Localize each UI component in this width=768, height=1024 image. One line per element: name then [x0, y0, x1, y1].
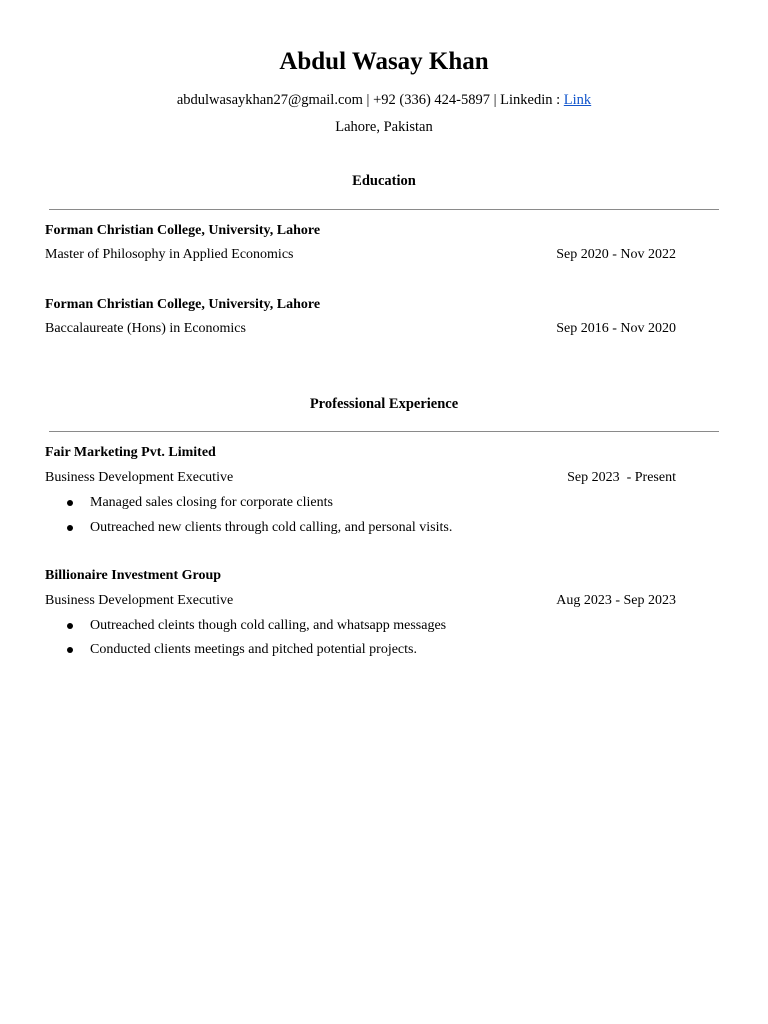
bullet-text: Conducted clients meetings and pitched potential projects. — [90, 642, 417, 657]
education-degree: Baccalaureate (Hons) in Economics — [45, 321, 246, 336]
linkedin-link[interactable]: Link — [563, 92, 592, 108]
bullet-icon — [67, 525, 73, 531]
education-dates: Sep 2016 - Nov 2020 — [556, 321, 676, 336]
education-dates: Sep 2020 - Nov 2022 — [556, 247, 676, 262]
education-institution: Forman Christian College, University, Lahore — [45, 223, 321, 238]
contact-separator: | — [362, 92, 374, 108]
section-divider — [49, 209, 719, 210]
experience-company: Fair Marketing Pvt. Limited — [45, 445, 216, 460]
bullet-text: Managed sales closing for corporate clients — [90, 495, 333, 510]
linkedin-label: Linkedin : — [500, 92, 564, 108]
bullet-text: Outreached cleints though cold calling, and whatsapp messages — [90, 618, 447, 633]
experience-company: Billionaire Investment Group — [45, 568, 222, 583]
section-divider — [49, 431, 719, 432]
bullet-icon — [67, 500, 73, 506]
education-heading: Education — [352, 173, 416, 189]
education-degree: Master of Philosophy in Applied Economics — [45, 247, 294, 262]
bullet-text: Outreached new clients through cold calling, and personal visits. — [90, 520, 453, 535]
resume-name: Abdul Wasay Khan — [279, 48, 489, 75]
phone-text: +92 (336) 424-5897 — [373, 92, 490, 108]
bullet-icon — [67, 647, 73, 653]
experience-role: Business Development Executive — [45, 470, 234, 485]
contact-line — [0, 90, 768, 110]
bullet-icon — [67, 623, 73, 629]
education-institution: Forman Christian College, University, Lahore — [45, 297, 321, 312]
experience-heading: Professional Experience — [309, 396, 459, 412]
experience-role: Business Development Executive — [45, 593, 234, 608]
experience-dates: Sep 2023 - Present — [567, 470, 676, 485]
contact-separator: | — [490, 92, 501, 108]
location-text: Lahore, Pakistan — [335, 119, 433, 135]
email-text: abdulwasaykhan27@gmail.com — [176, 92, 363, 108]
experience-dates: Aug 2023 - Sep 2023 — [556, 593, 676, 608]
